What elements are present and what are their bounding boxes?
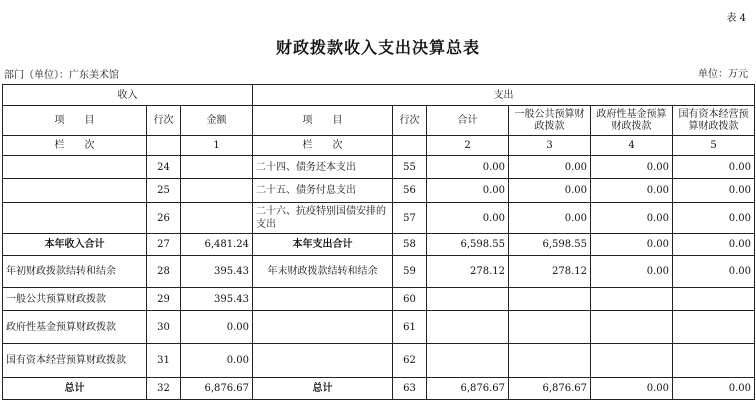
total-value xyxy=(427,311,509,344)
table-row xyxy=(3,256,755,288)
income-row-no: 26 xyxy=(147,203,181,234)
table-row xyxy=(3,179,755,203)
income-row-no: 24 xyxy=(147,156,181,179)
table-tag: 表 4 xyxy=(726,13,746,24)
state-capital-value: 0.00 xyxy=(673,256,755,288)
general-budget-value: 0.00 xyxy=(509,156,591,179)
income-amount: 6,876.67 xyxy=(181,378,253,400)
income-row-no: 32 xyxy=(147,378,181,400)
expense-row-no-header: 行次 xyxy=(393,106,427,136)
column-number: 2 xyxy=(427,136,509,156)
general-budget-value xyxy=(509,311,591,344)
state-capital-value: 0.00 xyxy=(673,378,755,400)
income-amount xyxy=(181,203,253,234)
amount-header: 金额 xyxy=(181,106,253,136)
total-value: 6,876.67 xyxy=(427,378,509,400)
column-label: 栏 次 xyxy=(3,136,147,156)
column-label: 栏 次 xyxy=(253,136,393,156)
column-number: 5 xyxy=(673,136,755,156)
state-capital-value xyxy=(673,311,755,344)
total-value: 0.00 xyxy=(427,203,509,234)
income-row-no-header: 行次 xyxy=(147,106,181,136)
table-row xyxy=(3,234,755,256)
table-row xyxy=(3,344,755,378)
column-number: 4 xyxy=(591,136,673,156)
empty-cell xyxy=(147,136,181,156)
total-value: 6,598.55 xyxy=(427,234,509,256)
gov-fund-value: 0.00 xyxy=(591,179,673,203)
expense-row-no: 63 xyxy=(393,378,427,400)
total-header: 合计 xyxy=(427,106,509,136)
expense-row-no: 57 xyxy=(393,203,427,234)
general-budget-value: 0.00 xyxy=(509,179,591,203)
budget-table xyxy=(2,84,755,400)
expense-item: 年末财政拨款结转和结余 xyxy=(253,256,393,288)
gov-fund-value xyxy=(591,311,673,344)
table-row xyxy=(3,378,755,400)
table-row xyxy=(3,288,755,311)
column-number-row xyxy=(3,136,755,156)
income-item xyxy=(3,156,147,179)
expense-item: 二十六、抗疫特别国债安排的支出 xyxy=(253,203,393,234)
expense-item xyxy=(253,311,393,344)
table-row xyxy=(3,203,755,234)
income-amount: 395.43 xyxy=(181,256,253,288)
general-budget-value: 6,876.67 xyxy=(509,378,591,400)
table-row xyxy=(3,156,755,179)
income-item: 总计 xyxy=(3,378,147,400)
unit-label: 单位：万元 xyxy=(698,69,748,80)
expense-row-no: 61 xyxy=(393,311,427,344)
expense-item: 二十四、债务还本支出 xyxy=(253,156,393,179)
state-capital-value: 0.00 xyxy=(673,234,755,256)
expense-header: 支出 xyxy=(253,85,755,106)
state-capital-header: 国有资本经营预算财政拨款 xyxy=(673,106,755,136)
gov-fund-value: 0.00 xyxy=(591,234,673,256)
state-capital-value: 0.00 xyxy=(673,203,755,234)
expense-item: 总计 xyxy=(253,378,393,400)
general-budget-value: 278.12 xyxy=(509,256,591,288)
gov-fund-value: 0.00 xyxy=(591,256,673,288)
income-header: 收入 xyxy=(3,85,253,106)
gov-fund-header: 政府性基金预算财政拨款 xyxy=(591,106,673,136)
income-item: 国有资本经营预算财政拨款 xyxy=(3,344,147,378)
income-row-no: 28 xyxy=(147,256,181,288)
expense-row-no: 56 xyxy=(393,179,427,203)
income-amount: 0.00 xyxy=(181,311,253,344)
gov-fund-value: 0.00 xyxy=(591,378,673,400)
expense-row-no: 59 xyxy=(393,256,427,288)
general-budget-value xyxy=(509,288,591,311)
income-item xyxy=(3,203,147,234)
header-row-sections xyxy=(3,85,755,106)
income-amount: 0.00 xyxy=(181,344,253,378)
income-amount xyxy=(181,156,253,179)
income-row-no: 25 xyxy=(147,179,181,203)
state-capital-value: 0.00 xyxy=(673,156,755,179)
column-number: 3 xyxy=(509,136,591,156)
expense-row-no: 55 xyxy=(393,156,427,179)
income-amount: 395.43 xyxy=(181,288,253,311)
general-budget-value: 6,598.55 xyxy=(509,234,591,256)
expense-row-no: 62 xyxy=(393,344,427,378)
gov-fund-value xyxy=(591,288,673,311)
total-value xyxy=(427,288,509,311)
income-item-header: 项 目 xyxy=(3,106,147,136)
income-item: 一般公共预算财政拨款 xyxy=(3,288,147,311)
gov-fund-value xyxy=(591,344,673,378)
expense-item xyxy=(253,344,393,378)
total-value: 278.12 xyxy=(427,256,509,288)
income-amount: 6,481.24 xyxy=(181,234,253,256)
income-item xyxy=(3,179,147,203)
expense-item-header: 项 目 xyxy=(253,106,393,136)
gov-fund-value: 0.00 xyxy=(591,203,673,234)
income-row-no: 27 xyxy=(147,234,181,256)
general-budget-value xyxy=(509,344,591,378)
general-budget-value: 0.00 xyxy=(509,203,591,234)
expense-row-no: 60 xyxy=(393,288,427,311)
header-row-columns xyxy=(3,106,755,136)
income-row-no: 30 xyxy=(147,311,181,344)
expense-item xyxy=(253,288,393,311)
total-value: 0.00 xyxy=(427,179,509,203)
total-value xyxy=(427,344,509,378)
state-capital-value: 0.00 xyxy=(673,179,755,203)
department-label: 部门（单位）：广东美术馆 xyxy=(4,70,119,81)
income-item: 年初财政拨款结转和结余 xyxy=(3,256,147,288)
state-capital-value xyxy=(673,344,755,378)
income-row-no: 29 xyxy=(147,288,181,311)
expense-row-no: 58 xyxy=(393,234,427,256)
income-item: 政府性基金预算财政拨款 xyxy=(3,311,147,344)
income-item: 本年收入合计 xyxy=(3,234,147,256)
income-row-no: 31 xyxy=(147,344,181,378)
gov-fund-value: 0.00 xyxy=(591,156,673,179)
expense-item: 本年支出合计 xyxy=(253,234,393,256)
page-title: 财政拨款收入支出决算总表 xyxy=(275,38,480,57)
state-capital-value xyxy=(673,288,755,311)
empty-cell xyxy=(393,136,427,156)
expense-item: 二十五、债务付息支出 xyxy=(253,179,393,203)
income-amount xyxy=(181,179,253,203)
column-number: 1 xyxy=(181,136,253,156)
general-budget-header: 一般公共预算财政拨款 xyxy=(509,106,591,136)
table-row xyxy=(3,311,755,344)
total-value: 0.00 xyxy=(427,156,509,179)
